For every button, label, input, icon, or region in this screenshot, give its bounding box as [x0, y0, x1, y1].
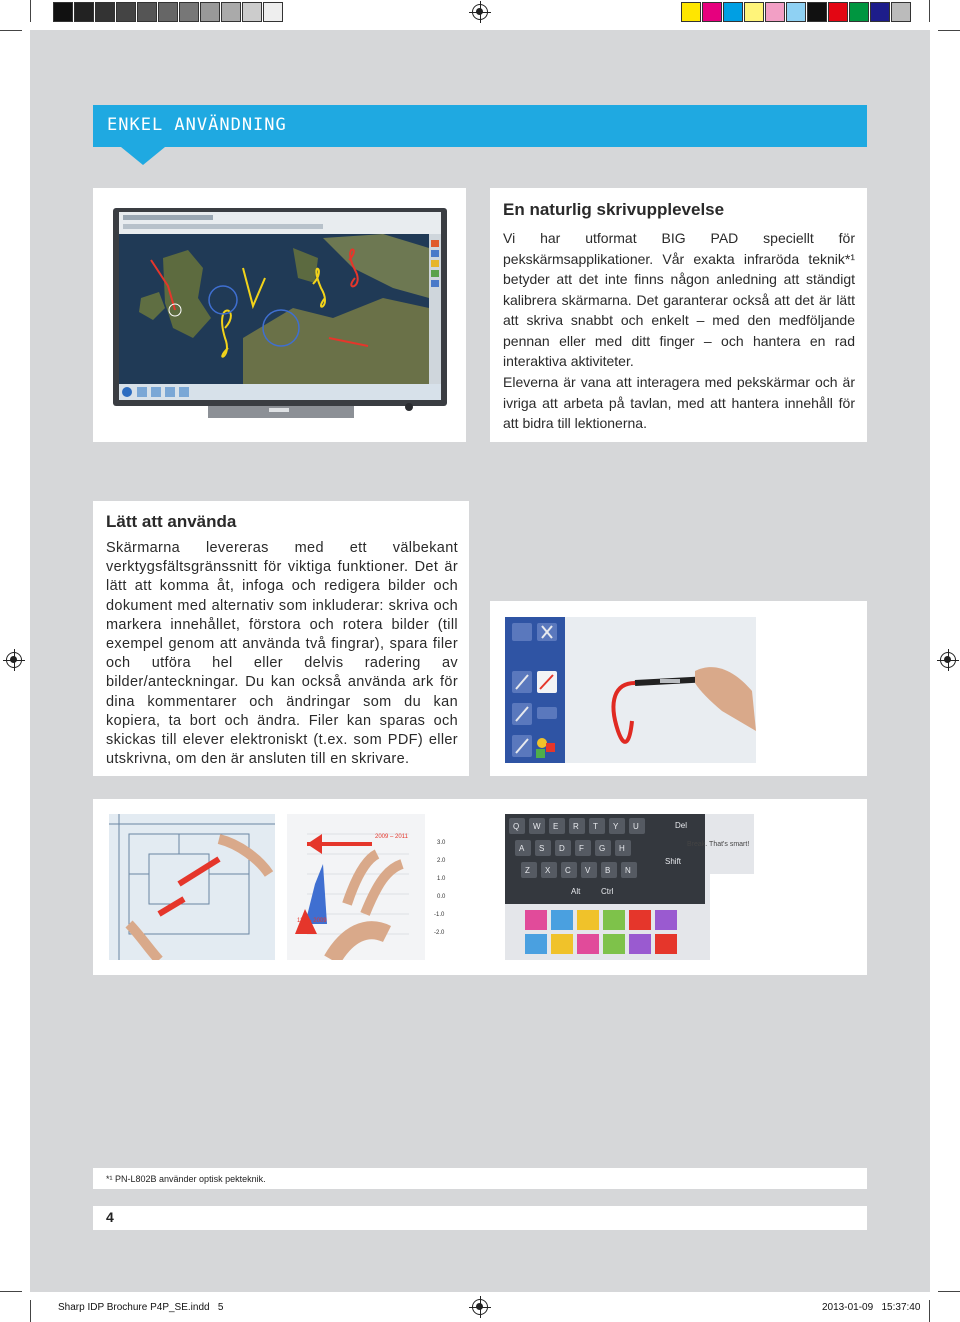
- svg-text:Ctrl: Ctrl: [601, 887, 614, 896]
- svg-text:-1.0: -1.0: [434, 912, 445, 918]
- svg-text:3.0: 3.0: [437, 840, 446, 846]
- svg-text:Shift: Shift: [665, 857, 682, 866]
- page-number: 4: [106, 1209, 114, 1225]
- registration-mark-left: [6, 652, 22, 668]
- page-number-bar: [93, 1206, 867, 1230]
- svg-text:S: S: [539, 844, 545, 853]
- svg-text:E: E: [553, 822, 559, 831]
- svg-text:V: V: [585, 866, 591, 875]
- svg-text:N: N: [625, 866, 631, 875]
- writing-experience-card: [490, 188, 867, 442]
- svg-text:-2.0: -2.0: [434, 930, 445, 936]
- easy-paragraph: Skärmarna levereras med ett välbekant verktygsfältsgränssnitt för viktiga funktioner. Det är lätt att komma åt, infoga och redigera bilder och dokument med alternativ som inkluderar: skriva och markera innehållet, förstora och rotera bilder (till exempel genom att använda två fingrar), spara filer och utföra hel eller delvis radering av bilder/anteckningar. Du kan också använda ark för dina kommentarer och ändringar som du kan kopiera, ta bort och ändra. Filer kan sparas och skickas till elever elektroniskt (t.ex. som PDF) eller utskrivna, om den är ansluten till en skrivare.: [106, 540, 458, 768]
- svg-text:2.0: 2.0: [437, 858, 446, 864]
- registration-mark-bottom: [472, 1299, 488, 1315]
- svg-text:Z: Z: [525, 866, 530, 875]
- svg-text:X: X: [545, 866, 551, 875]
- svg-text:T: T: [593, 822, 598, 831]
- svg-text:Y: Y: [613, 822, 619, 831]
- svg-text:W: W: [533, 822, 541, 831]
- slug-file-name: Sharp IDP Brochure P4P_SE.indd 5: [58, 1302, 224, 1313]
- chart-image: [287, 814, 455, 960]
- section-heading-easy: Lätt att använda: [106, 512, 237, 531]
- section-heading-writing: En naturlig skrivupplevelse: [503, 200, 725, 219]
- svg-text:F: F: [579, 844, 584, 853]
- pen-drawing-image: [490, 601, 867, 776]
- writing-paragraph-1: Vi har utformat BIG PAD speciellt för pekskärmsapplikationer. Vår exakta infraröda teknik*¹ betyder att det inte finns någon anledning att ständigt kalibrera skärmarna. Det garanterar också att det är lätt att skriva snabbt och enkelt – med den medföljande pennan eller med ditt finger – och hantera en rad interaktiva aktiviteter.: [503, 230, 855, 369]
- svg-text:1.0: 1.0: [437, 876, 446, 882]
- banner-pointer: [121, 147, 165, 165]
- svg-text:112 – 2009: 112 – 2009: [297, 918, 327, 924]
- slug-timestamp: 2013-01-09 15:37:40: [822, 1302, 921, 1313]
- registration-mark-top: [472, 4, 488, 20]
- svg-text:A: A: [519, 844, 525, 853]
- svg-text:B: B: [605, 866, 611, 875]
- registration-mark-right: [940, 652, 956, 668]
- keyboard-image: [505, 814, 754, 960]
- svg-text:C: C: [565, 866, 571, 875]
- pen-image-card: [490, 601, 867, 776]
- svg-text:Q: Q: [513, 822, 520, 831]
- svg-text:U: U: [633, 822, 639, 831]
- svg-text:0.0: 0.0: [437, 894, 446, 900]
- svg-text:Del: Del: [675, 821, 688, 830]
- map-display-image: [93, 188, 466, 442]
- gallery-card: [93, 799, 867, 975]
- whiteboard-image-card: [93, 188, 466, 442]
- svg-text:R: R: [573, 822, 579, 831]
- svg-text:Alt: Alt: [571, 887, 581, 896]
- easy-to-use-card: [93, 501, 469, 776]
- svg-text:2009 – 2011: 2009 – 2011: [375, 834, 408, 840]
- svg-text:H: H: [619, 844, 625, 853]
- svg-text:Break. That's smart!: Break. That's smart!: [687, 841, 750, 848]
- blueprint-image: [109, 814, 275, 960]
- writing-paragraph-2: Eleverna är vana att interagera med pekskärmar och är ivriga att arbeta på tavlan, med att hantera innehåll för att bidra till lektionerna.: [503, 374, 855, 431]
- footnote-text: *¹ PN-L802B använder optisk pekteknik.: [106, 1174, 266, 1184]
- svg-text:G: G: [599, 844, 606, 853]
- page-title: ENKEL ANVÄNDNING: [107, 115, 287, 135]
- svg-text:D: D: [559, 844, 565, 853]
